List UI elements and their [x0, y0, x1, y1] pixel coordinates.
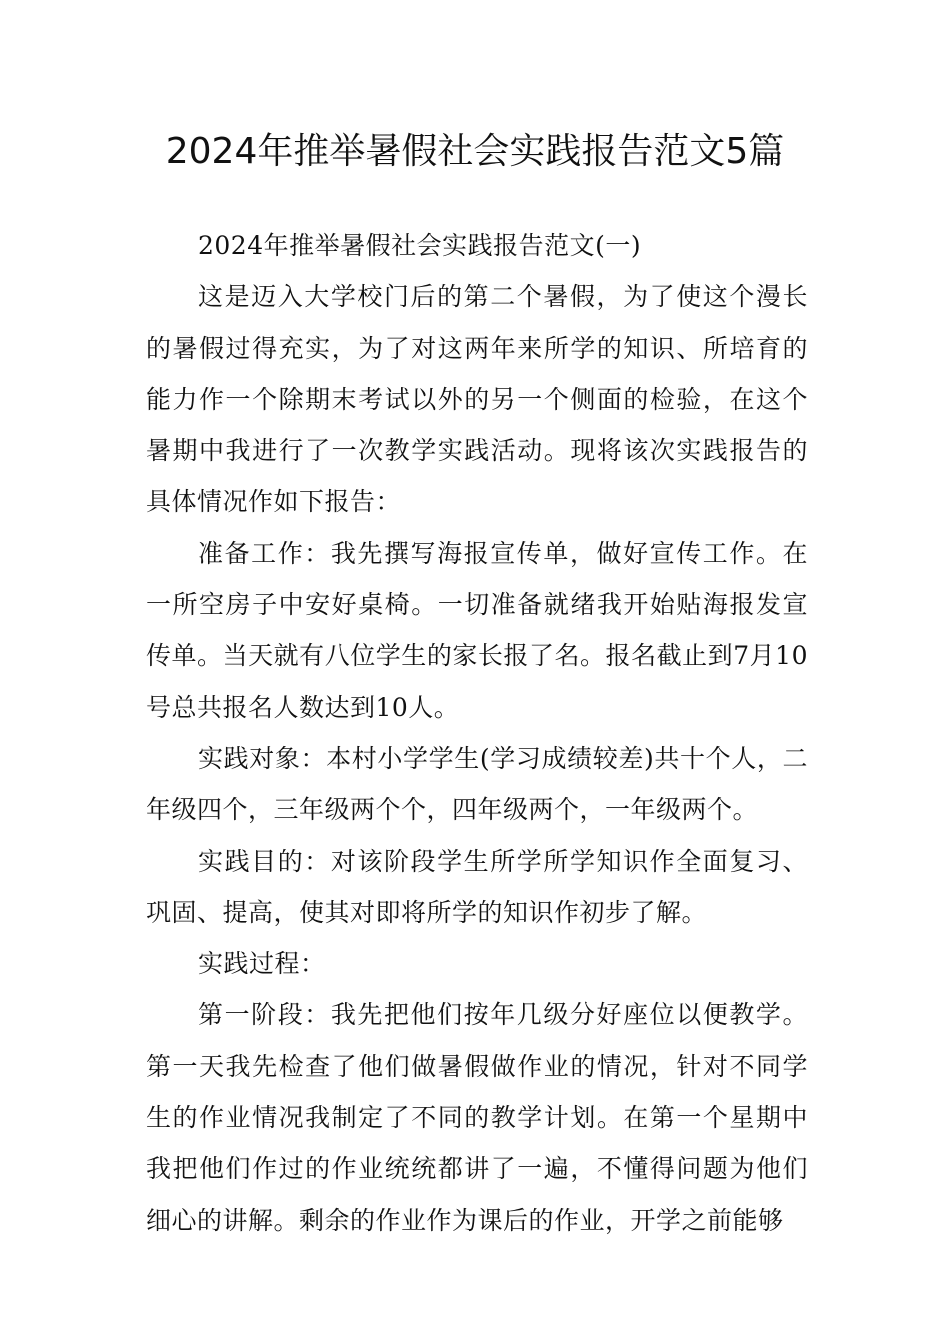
paragraph-stage-one: 第一阶段：我先把他们按年几级分好座位以便教学。第一天我先检查了他们做暑假做作业的情况，针对不同学生的作业情况我制定了不同的教学计划。在第一个星期中我把他们作过的作业统统都讲了一遍，不懂得问题为他们细心的讲解。剩余的作业作为课后的作业，开学之前能够 [146, 1000, 808, 1235]
paragraph-preparation: 准备工作：我先撰写海报宣传单，做好宣传工作。在一所空房子中安好桌椅。一切准备就绪我开始贴海报发宣传单。当天就有八位学生的家长报了名。报名截止到7月10号总共报名人数达到10人。 [146, 538, 808, 722]
paragraph-intro: 这是迈入大学校门后的第二个暑假，为了使这个漫长的暑假过得充实，为了对这两年来所学的知识、所培育的能力作一个除期末考试以外的另一个侧面的检验，在这个暑期中我进行了一次教学实践活动。现将该次实践报告的具体情况作如下报告： [146, 282, 808, 517]
paragraph-purpose: 实践目的：对该阶段学生所学所学知识作全面复习、巩固、提高，使其对即将所学的知识作初步了解。 [146, 846, 808, 927]
paragraph-target: 实践对象：本村小学学生(学习成绩较差)共十个人，二年级四个，三年级两个个，四年级两个，一年级两个。 [146, 743, 808, 825]
document-title: 2024年推举暑假社会实践报告范文5篇 [165, 131, 785, 172]
document-body [146, 220, 808, 1246]
paragraph-subtitle: 2024年推举暑假社会实践报告范文(一) [198, 231, 642, 260]
paragraph-process-heading: 实践过程： [198, 949, 326, 979]
